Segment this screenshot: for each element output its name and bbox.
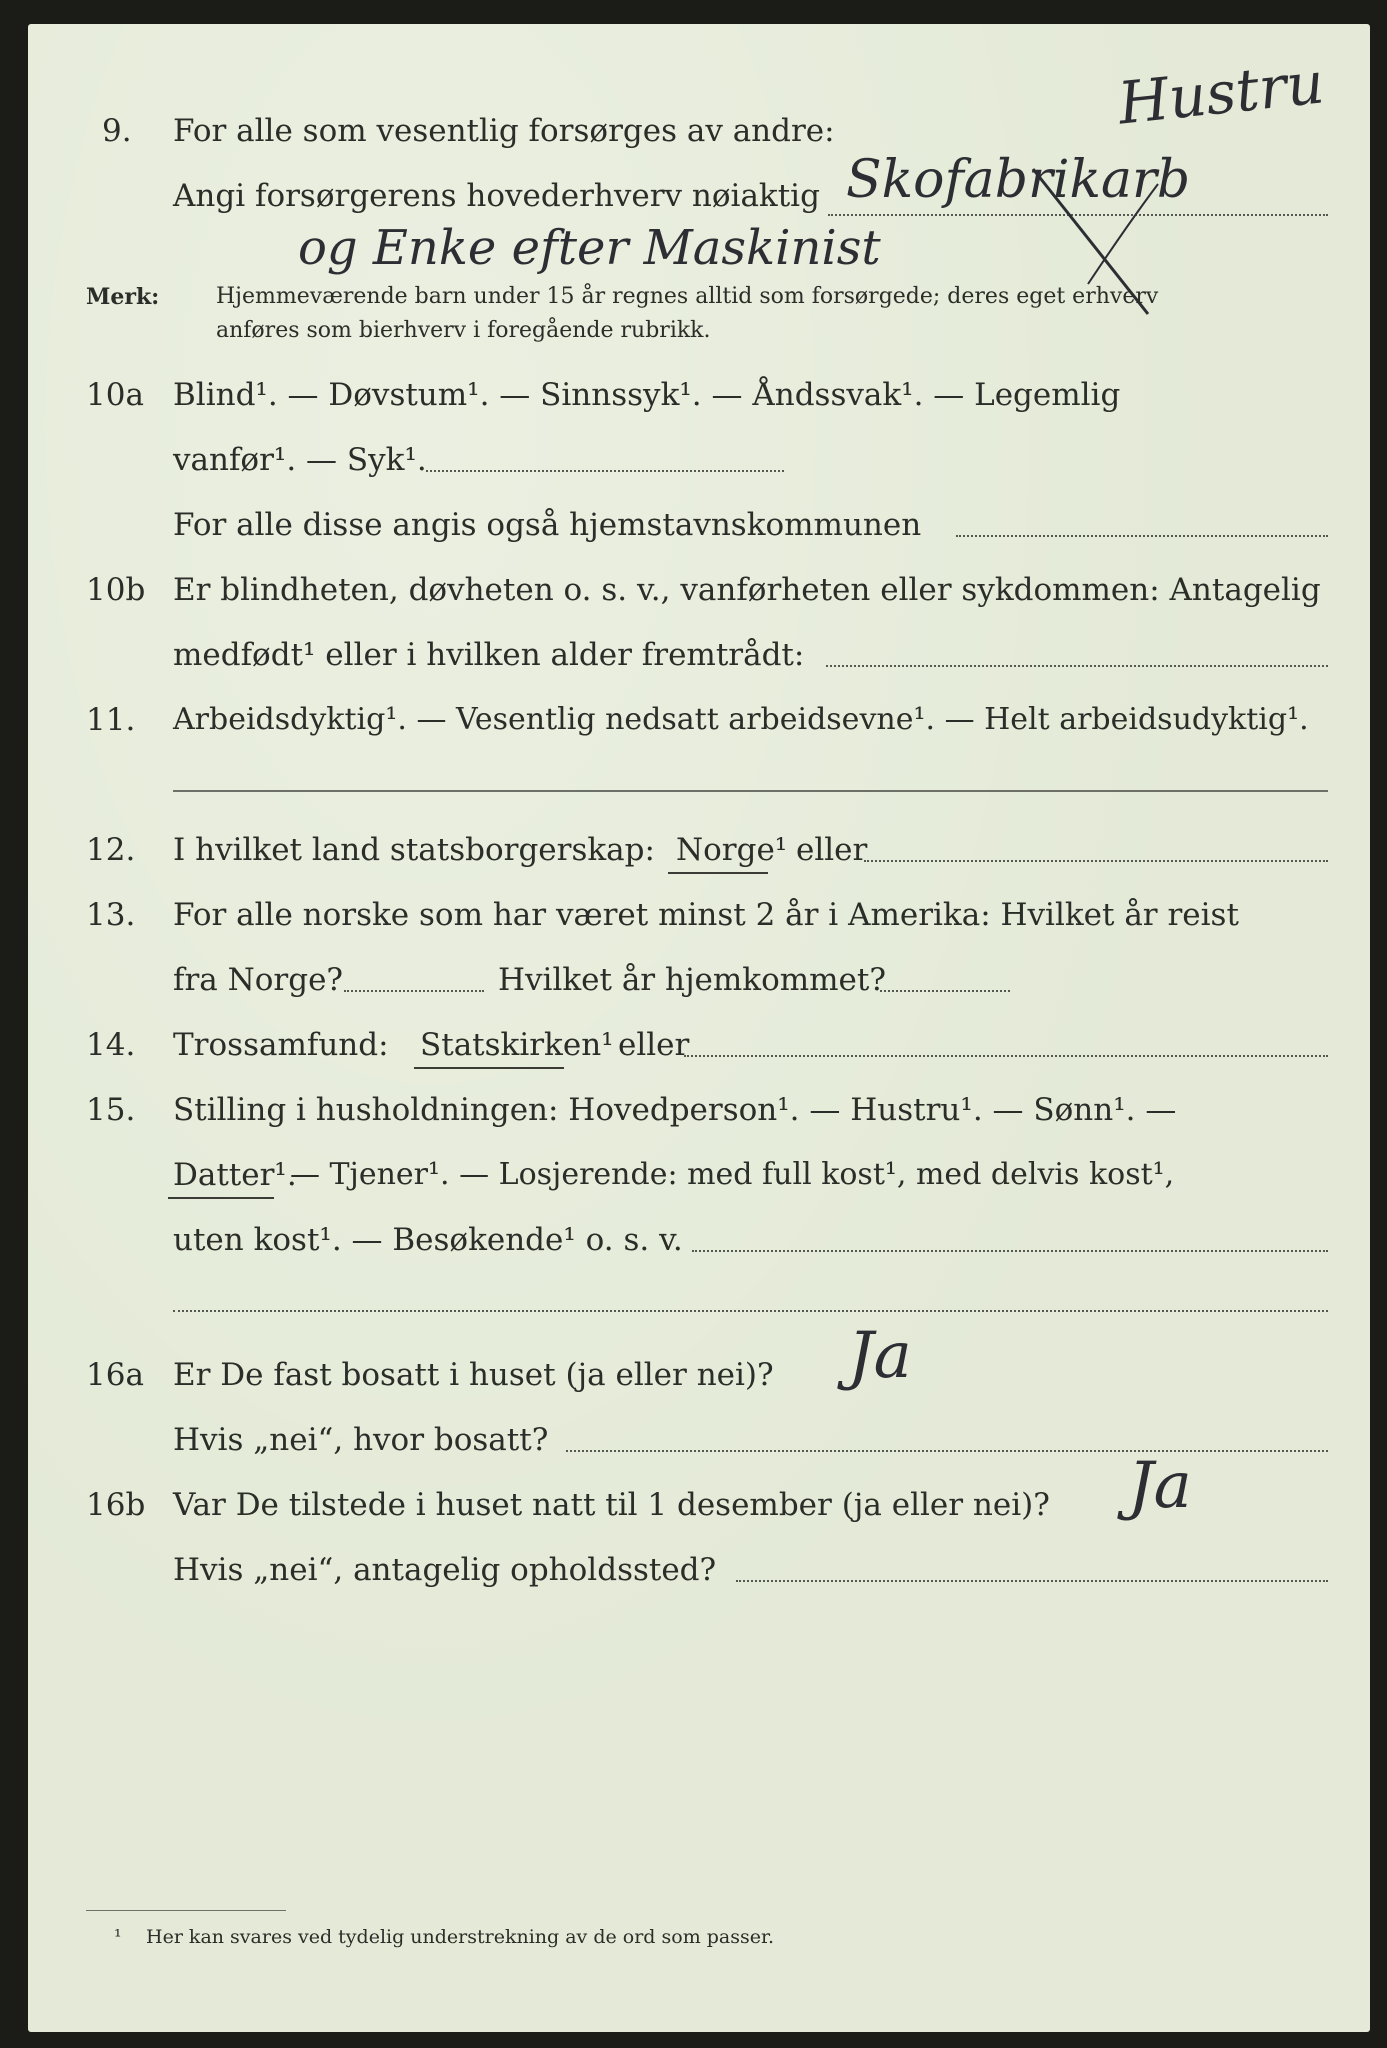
q10a-line2: vanfør¹. — Syk¹. [173, 442, 427, 478]
q11-number: 11. [86, 702, 136, 738]
q15-line1: Stilling i husholdningen: Hovedperson¹. — Hustru¹. — Sønn¹. — [173, 1092, 1177, 1128]
q9-line2: Angi forsørgerens hovederhverv nøiaktig [173, 178, 820, 214]
q12-answer-line [864, 860, 1328, 862]
q16b-line2: Hvis „nei“, antagelig opholdssted? [173, 1552, 717, 1588]
q15-option-datter: Datter¹. [173, 1157, 297, 1193]
footnote-divider [86, 1910, 286, 1911]
q14-option-statskirken: Statskirken¹ [420, 1027, 614, 1063]
q12-prefix: I hvilket land statsborgerskap: [173, 832, 655, 868]
q15-answer-line2 [173, 1310, 1328, 1312]
q16a-number: 16a [86, 1357, 144, 1393]
footnote-text: Her kan svares ved tydelig understrekning av de ord som passer. [146, 1926, 775, 1948]
handwritten-occupation: Skofabrikarb [846, 150, 1191, 210]
footnote-marker: ¹ [114, 1926, 122, 1948]
merk-label: Merk: [86, 284, 160, 310]
q9-number: 9. [102, 113, 132, 149]
q15-number: 15. [86, 1092, 136, 1128]
merk-line1: Hjemmeværende barn under 15 år regnes alltid som forsørgede; deres eget erhverv [216, 284, 1159, 309]
q12-option-norge: Norge¹ [676, 832, 788, 868]
handwritten-answer-16b: Ja [1128, 1449, 1192, 1523]
q16b-number: 16b [86, 1487, 146, 1523]
q13-line2b: Hvilket år hjemkommet? [498, 962, 886, 998]
handwritten-occupation-line2: og Enke efter Maskinist [298, 220, 881, 276]
q13-number: 13. [86, 897, 136, 933]
q10a-line1: Blind¹. — Døvstum¹. — Sinnssyk¹. — Åndssvak¹. — Legemlig [173, 377, 1121, 413]
q16b-line1: Var De tilstede i huset natt til 1 desember (ja eller nei)? [173, 1487, 1050, 1523]
q14-answer-line [684, 1055, 1328, 1057]
q15-line3: uten kost¹. — Besøkende¹ o. s. v. [173, 1222, 683, 1258]
q10b-line1: Er blindheten, døvheten o. s. v., vanførheten eller sykdommen: Antagelig [173, 572, 1321, 608]
q15-answer-line [692, 1250, 1328, 1252]
q10a-number: 10a [86, 377, 144, 413]
q13-hjemkommet-line [880, 990, 1010, 992]
q13-line1: For alle norske som har været minst 2 år i Amerika: Hvilket år reist [173, 897, 1239, 933]
q12-norge-underline [668, 872, 768, 874]
q10a-answer-line [426, 470, 784, 472]
handwritten-answer-16a: Ja [848, 1319, 912, 1393]
q14-number: 14. [86, 1027, 136, 1063]
handwritten-corner-name: Hustru [1115, 48, 1328, 138]
merk-line2: anføres som bierhverv i foregående rubrikk. [216, 318, 711, 343]
q12-suffix: eller [796, 832, 868, 868]
census-form-page [28, 24, 1370, 2032]
q14-suffix: eller [618, 1027, 690, 1063]
q15-datter-underline [168, 1197, 274, 1199]
q16b-answer-line [736, 1580, 1328, 1582]
q13-reist-line [344, 990, 484, 992]
q10b-number: 10b [86, 572, 146, 608]
q10a-line3: For alle disse angis også hjemstavnskommunen [173, 507, 922, 543]
q15-line2: — Tjener¹. — Losjerende: med full kost¹, med delvis kost¹, [290, 1157, 1175, 1192]
q9-line1: For alle som vesentlig forsørges av andre: [173, 113, 835, 149]
q16a-answer-line [566, 1450, 1328, 1452]
q10a-kommune-line [956, 535, 1328, 537]
q16a-line1: Er De fast bosatt i huset (ja eller nei)? [173, 1357, 774, 1393]
q13-line2a: fra Norge? [173, 962, 344, 998]
q10b-answer-line [826, 665, 1328, 667]
q10b-line2: medfødt¹ eller i hvilken alder fremtrådt: [173, 637, 805, 673]
q11-answer-rule [173, 790, 1328, 792]
q14-statskirken-underline [414, 1067, 564, 1069]
q12-number: 12. [86, 832, 136, 868]
q11-line1: Arbeidsdyktig¹. — Vesentlig nedsatt arbeidsevne¹. — Helt arbeidsudyktig¹. [173, 702, 1309, 737]
q16a-line2: Hvis „nei“, hvor bosatt? [173, 1422, 549, 1458]
q14-prefix: Trossamfund: [173, 1027, 389, 1063]
